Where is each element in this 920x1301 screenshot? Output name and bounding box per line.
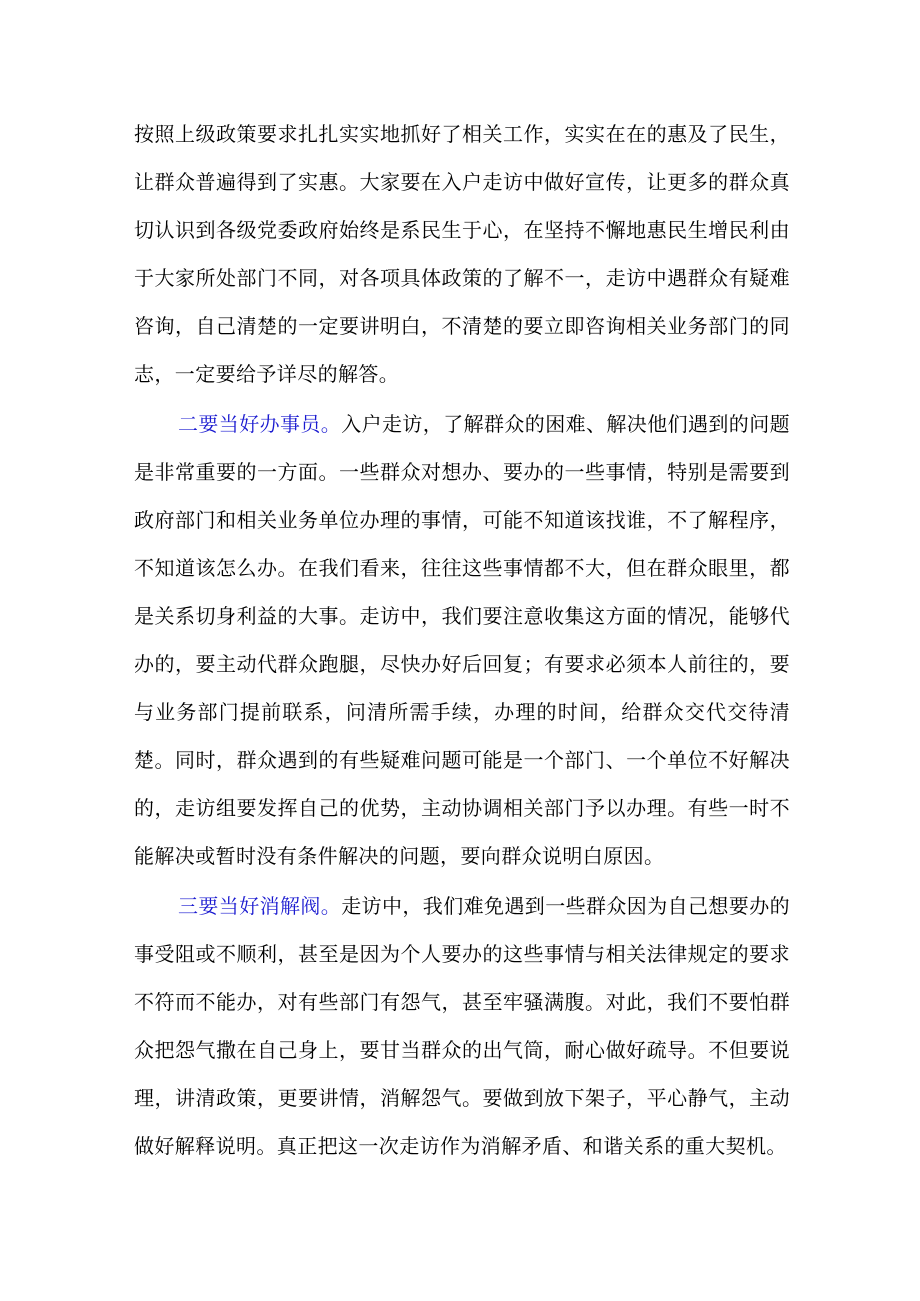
document-body — [134, 110, 790, 1170]
paragraph-continuation — [134, 110, 790, 398]
paragraph-handler-section — [134, 400, 790, 880]
paragraph-relief-valve-section — [134, 882, 790, 1170]
section-heading: 三要当好消解阀。 — [178, 894, 342, 918]
paragraph-text: 走访中，我们难免遇到一些群众因为自己想要办的事受阻或不顺利，甚至是因为个人要办的这些事情与相关法律规定的要求不符而不能办，对有些部门有怨气，甚至牢骚满腹。对此，我们不要怕群众把怨气撒在自己身上，要甘当群众的出气筒，耐心做好疏导。不但要说理，讲清政策，更要讲情，消解怨气。要做到放下架子，平心静气，主动做好解释说明。真正把这一次走访作为消解矛盾、和谐关系的重大契机。 — [134, 894, 791, 1158]
paragraph-text: 按照上级政策要求扎扎实实地抓好了相关工作，实实在在的惠及了民生，让群众普遍得到了实惠。大家要在入户走访中做好宣传，让更多的群众真切认识到各级党委政府始终是系民生于心，在坚持不懈地惠民生增民利由于大家所处部门不同，对各项具体政策的了解不一，走访中遇群众有疑难咨询，自己清楚的一定要讲明白，不清楚的要立即咨询相关业务部门的同志，一定要给予详尽的解答。 — [134, 122, 790, 386]
section-heading: 二要当好办事员。 — [178, 412, 342, 436]
paragraph-text: 入户走访，了解群众的困难、解决他们遇到的问题是非常重要的一方面。一些群众对想办、要办的一些事情，特别是需要到政府部门和相关业务单位办理的事情，可能不知道该找谁，不了解程序，不知道该怎么办。在我们看来，往往这些事情都不大，但在群众眼里，都是关系切身利益的大事。走访中，我们要注意收集这方面的情况，能够代办的，要主动代群众跑腿，尽快办好后回复；有要求必须本人前往的，要与业务部门提前联系，问清所需手续，办理的时间，给群众交代交待清楚。同时，群众遇到的有些疑难问题可能是一个部门、一个单位不好解决的，走访组要发挥自己的优势，主动协调相关部门予以办理。有些一时不能解决或暂时没有条件解决的问题，要向群众说明白原因。 — [134, 412, 791, 868]
